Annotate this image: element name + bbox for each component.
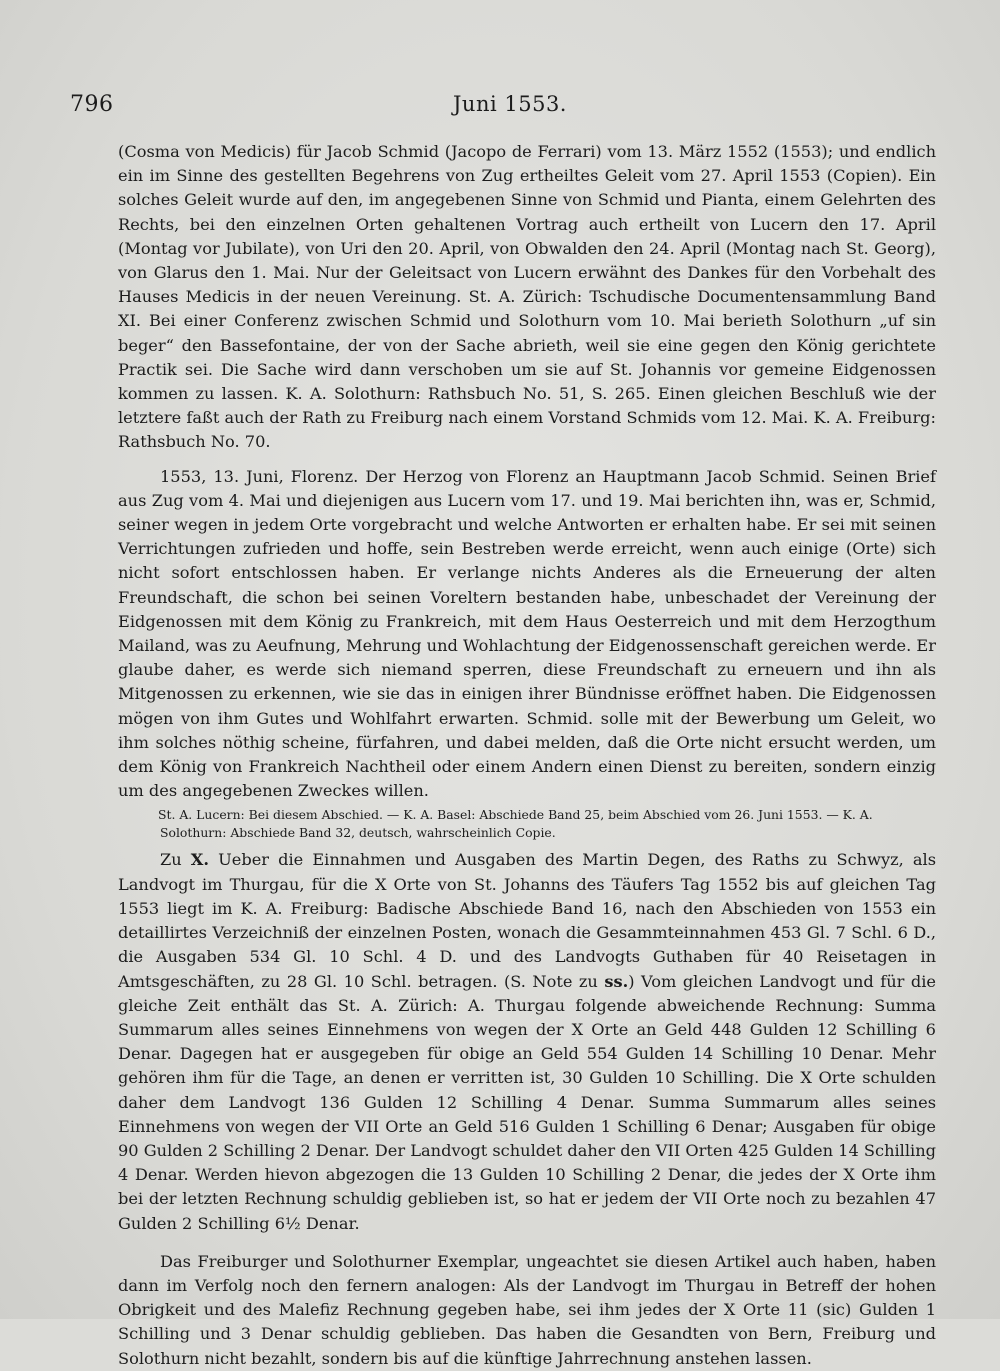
zu-x-text-2: ) Vom gleichen Landvogt und für die gleiche Zeit enthält das St. A. Zürich: A. Thurgau folgende abweichende Rechnung: Summa Summarum alles seines Einnehmens von wegen der X Orte an Geld 448 Gulden 12 Schilling 6 Denar. Dagegen hat er ausgegeben für obige an Geld 554 Gulden 14 Schilling 10 Denar. Mehr gehören ihm für die Tage, an denen er verritten ist, 30 Gulden 10 Schilling. Die X Orte schulden daher dem Landvogt 136 Gulden 12 Schilling 4 Denar. Summa Summarum alles seines Einnehmens von wegen der VII Orte an Geld 516 Gulden 1 Schilling 6 Denar; Ausgaben für obige 90 Gulden 2 Schilling 2 Denar. Der Landvogt schuldet daher den VII Orten 425 Gulden 14 Schilling 4 Denar. Werden hievon abgezogen die 13 Gulden 10 Schilling 2 Denar, die jedes der X Orte ihm bei der letzten Rechnung schuldig geblieben ist, so hat er jedem der VII Orte noch zu bezahlen 47 Gulden 2 Schilling 6½ Denar. (118, 971, 936, 1233)
paragraph-geleit: (Cosma von Medicis) für Jacob Schmid (Jacopo de Ferrari) vom 13. März 1552 (1553); und endlich ein im Sinne des gestellten Begehrens von Zug ertheiltes Geleit vom 27. April 1553 (Copien). Ein solches Geleit wurde auf den, im angegebenen Sinne von Schmid und Pianta, einem Gelehrten des Rechts, bei den einzelnen Orten gehaltenen Vortrag auch ertheilt von Lucern den 17. April (Montag vor Jubilate), von Uri den 20. April, von Obwalden den 24. April (Montag nach St. Georg), von Glarus den 1. Mai. Nur der Geleitsact von Lucern erwähnt des Dankes für den Vorbehalt des Hauses Medicis in der neuen Vereinung. St. A. Zürich: Tschudische Documentensammlung Band XI. Bei einer Conferenz zwischen Schmid und Solothurn vom 10. Mai berieth Solothurn „uf sin beger“ den Bassefontaine, der von der Sache abrieth, weil sie eine gegen den König gerichtete Practik sei. Die Sache wird dann verschoben um sie auf St. Johannis vor gemeine Eidgenossen kommen zu lassen. K. A. Solothurn: Rathsbuch No. 51, S. 265. Einen gleichen Beschluß wie der letztere faßt auch der Rath zu Freiburg nach einem Vorstand Schmids vom 12. Mai. K. A. Freiburg: Rathsbuch No. 70. (118, 142, 936, 452)
source-footnote: St. A. Lucern: Bei diesem Abschied. — K. A. Basel: Abschiede Band 25, beim Abschied vom 26. Juni 1553. — K. A. Solothurn: Abschiede Band 32, deutsch, wahrscheinlich Copie. (158, 807, 873, 841)
note-marker: ss. (604, 971, 629, 991)
page-number: 796 (70, 92, 114, 117)
zu-x-text-1: Ueber die Einnahmen und Ausgaben des Martin Degen, des Raths zu Schwyz, als Landvogt im Thurgau, für die X Orte von St. Johanns des Täufers Tag 1552 bis auf gleichen Tag 1553 liegt im K. A. Freiburg: Badische Abschiede Band 16, nach den Abschieden von 1553 ein detaillirtes Verzeichniß der einzelnen Posten, wonach die Gesammteinnahmen 453 Gl. 7 Schl. 6 D., die Ausgaben 534 Gl. 10 Schl. 4 D. und des Landvogts Guthaben für 40 Reisetagen in Amtsgeschäften, zu 28 Gl. 10 Schl. betragen. (S. Note zu (118, 850, 936, 991)
paragraph-exemplar: Das Freiburger und Solothurner Exemplar, ungeachtet sie diesen Artikel auch haben, haben dann im Verfolg noch den fernern analogen: Als der Landvogt im Thurgau in Betreff der hohen Obrigkeit und des Malefiz Rechnung gegeben habe, sei ihm jedes der X Orte 11 (sic) Gulden 1 Schilling und 3 Denar schuldig geblieben. Das haben die Gesandten von Bern, Freiburg und Solothurn nicht bezahlt, sondern bis auf die künftige Jahrrechnung anstehen lassen. (118, 1251, 936, 1368)
page-header (70, 92, 950, 118)
running-head: Juni 1553. (453, 92, 567, 116)
zu-prefix: Zu (160, 850, 182, 870)
paragraph-zu-x (118, 848, 936, 1235)
zu-marker: X. (190, 850, 209, 870)
paragraph-florenz-letter: 1553, 13. Juni, Florenz. Der Herzog von Florenz an Hauptmann Jacob Schmid. Seinen Brief aus Zug vom 4. Mai und diejenigen aus Lucern vom 17. und 19. Mai berichten ihn, was er, Schmid, seiner wegen in jedem Orte vorgebracht und welche Antworten er erhalten habe. Er sei mit seinen Verrichtungen zufrieden und hoffe, sein Bestreben werde erreicht, wenn auch einige (Orte) sich nicht sofort entschlossen haben. Er verlange nichts Anderes als die Erneuerung der alten Freundschaft, die schon bei seinen Voreltern bestanden habe, unbeschadet der Vereinung der Eidgenossen mit dem König zu Frankreich, mit dem Haus Oesterreich und mit dem Herzogthum Mailand, was zu Aeufnung, Mehrung und Wohlachtung der Eidgenossenschaft gereichen werde. Er glaube daher, es werde sich niemand sperren, diese Freundschaft zu erneuern und ihn als Mitgenossen zu erkennen, wie sie das in einigen ihrer Bündnisse eröffnet haben. Die Eidgenossen mögen von ihm Gutes und Wohlfahrt erwarten. Schmid. solle mit der Bewerbung um Geleit, wo ihm solches nöthig scheine, fürfahren, und dabei melden, daß die Orte nicht ersucht werden, um dem König von Frankreich Nachtheil oder einem Andern einen Dienst zu bereiten, sondern einzig um des angegebenen Zweckes willen. (118, 466, 936, 801)
body-text (118, 140, 936, 1371)
